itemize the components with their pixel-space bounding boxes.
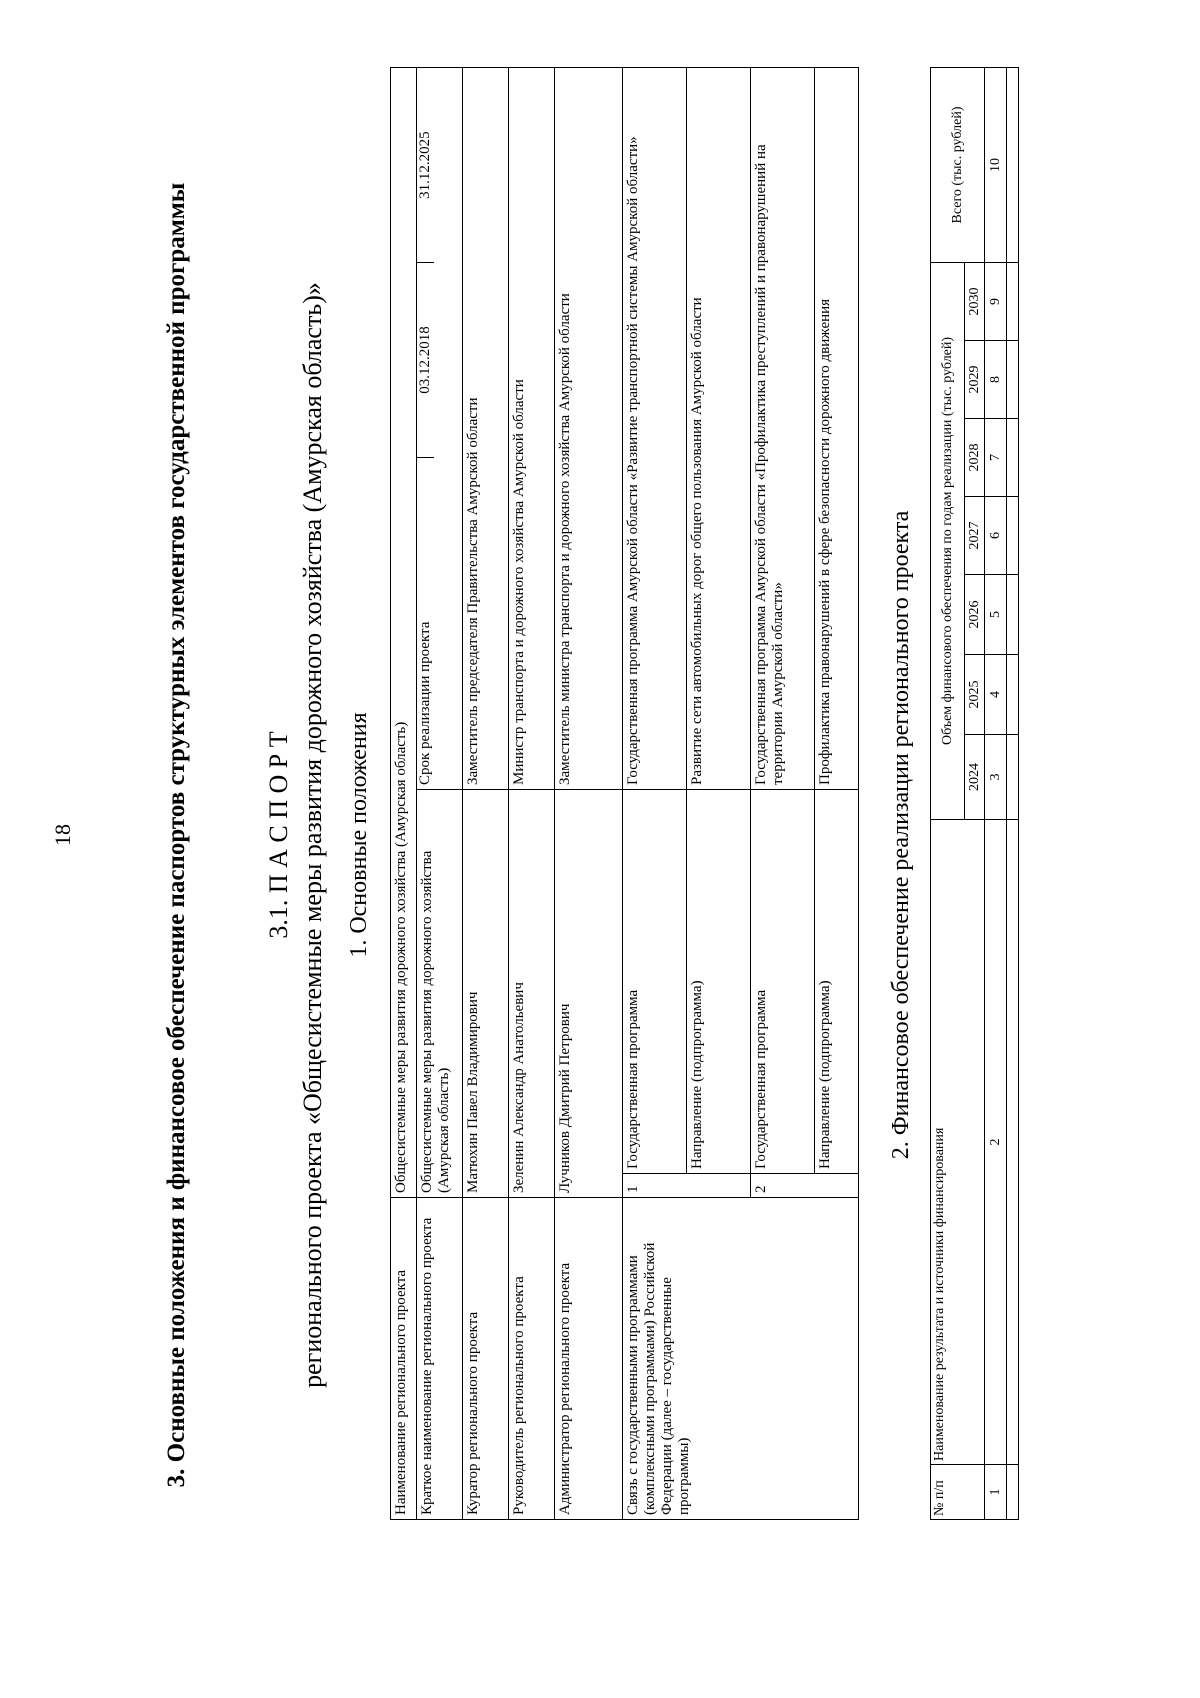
term-label: Срок реализации проекта: [417, 621, 433, 785]
curator-label: Куратор регионального проекта: [463, 1198, 509, 1520]
passport-subtitle: регионального проекта «Общесистемные меры развития дорожного хозяйства (Амурская область)»: [298, 282, 327, 1388]
name-value: Общесистемные меры развития дорожного хозяйства (Амурская область): [391, 67, 417, 1197]
year-header: 2024: [965, 735, 985, 820]
empty-cell: [1007, 419, 1019, 497]
direction-1-value: Развитие сети автомобильных дорог общего пользования Амурской области: [687, 67, 751, 789]
column-index: 9: [985, 262, 1007, 340]
admin-label: Администратор регионального проекта: [555, 1198, 623, 1520]
leader-label: Руководитель регионального проекта: [509, 1198, 555, 1520]
empty-cell: [1007, 497, 1019, 575]
year-header: 2030: [965, 262, 985, 340]
term-cell: [417, 67, 463, 789]
direction-1-label: Направление (подпрограмма): [687, 790, 751, 1174]
empty-cell: [1007, 1465, 1019, 1520]
column-index: 3: [985, 735, 1007, 820]
year-header: 2027: [965, 497, 985, 575]
section2-title: 2. Финансовое обеспечение реализации регионального проекта: [888, 510, 914, 1160]
empty-cell: [1007, 341, 1019, 419]
term-start: 03.12.2018: [417, 263, 434, 458]
empty-cell: [1007, 735, 1019, 820]
section-title: 3. Основные положения и финансовое обеспечение паспортов структурных элементов государственной программы: [163, 182, 190, 1488]
column-index: 2: [985, 820, 1007, 1465]
passport-title: 3.1. П А С П О Р Т: [264, 731, 293, 939]
year-header: 2029: [965, 341, 985, 419]
leader-name: Зеленин Александр Анатольевич: [509, 790, 555, 1198]
curator-name: Матюхин Павел Владимирович: [463, 790, 509, 1198]
main-provisions-table: [390, 67, 859, 1520]
empty-cell: [1007, 820, 1019, 1465]
leader-position: Министр транспорта и дорожного хозяйства Амурской области: [509, 67, 555, 789]
column-index: 8: [985, 341, 1007, 419]
finance-col-volume: Объем финансового обеспечения по годам реализации (тыс. рублей): [931, 262, 965, 819]
curator-position: Заместитель председателя Правительства Амурской области: [463, 67, 509, 789]
program-1-label: Государственная программа: [623, 790, 687, 1174]
program-2-num: 2: [751, 1174, 859, 1198]
short-name-value: Общесистемные меры развития дорожного хозяйства (Амурская область): [417, 790, 463, 1198]
name-label: Наименование регионального проекта: [391, 1198, 417, 1520]
finance-table: [930, 67, 1019, 1520]
short-name-label: Краткое наименование регионального проекта: [417, 1198, 463, 1520]
year-header: 2025: [965, 655, 985, 735]
column-index: 4: [985, 655, 1007, 735]
program-1-value: Государственная программа Амурской области «Развитие транспортной системы Амурской области»: [623, 67, 687, 789]
direction-2-value: Профилактика правонарушений в сфере безопасности дорожного движения: [815, 67, 859, 789]
finance-col-total: Всего (тыс. рублей): [931, 67, 985, 262]
direction-2-label: Направление (подпрограмма): [815, 790, 859, 1174]
rotated-content: [50, 60, 1090, 1610]
admin-position: Заместитель министра транспорта и дорожного хозяйства Амурской области: [555, 67, 623, 789]
admin-name: Лучников Дмитрий Петрович: [555, 790, 623, 1198]
program-2-value: Государственная программа Амурской области «Профилактика преступлений и правонарушений на территории Амурской области»: [751, 67, 815, 789]
empty-cell: [1007, 655, 1019, 735]
program-1-num: 1: [623, 1174, 751, 1198]
year-header: 2028: [965, 419, 985, 497]
passport-header: [262, 60, 330, 1610]
year-header: 2026: [965, 575, 985, 655]
empty-cell: [1007, 262, 1019, 340]
program-2-label: Государственная программа: [751, 790, 815, 1174]
page-number: 18: [50, 824, 75, 846]
term-end: 31.12.2025: [417, 68, 434, 263]
column-index: 1: [985, 1465, 1007, 1520]
column-index: 5: [985, 575, 1007, 655]
finance-col-num: № п/п: [931, 1465, 985, 1520]
column-index: 6: [985, 497, 1007, 575]
empty-cell: [1007, 67, 1019, 262]
column-index: 10: [985, 67, 1007, 262]
section1-title: 1. Основные положения: [346, 712, 372, 958]
link-label: Связь с государственными программами (комплексными программами) Российской Федерации (далее – государственные программы): [623, 1198, 859, 1520]
finance-col-name: Наименование результата и источники финансирования: [931, 820, 985, 1465]
column-index: 7: [985, 419, 1007, 497]
empty-cell: [1007, 575, 1019, 655]
